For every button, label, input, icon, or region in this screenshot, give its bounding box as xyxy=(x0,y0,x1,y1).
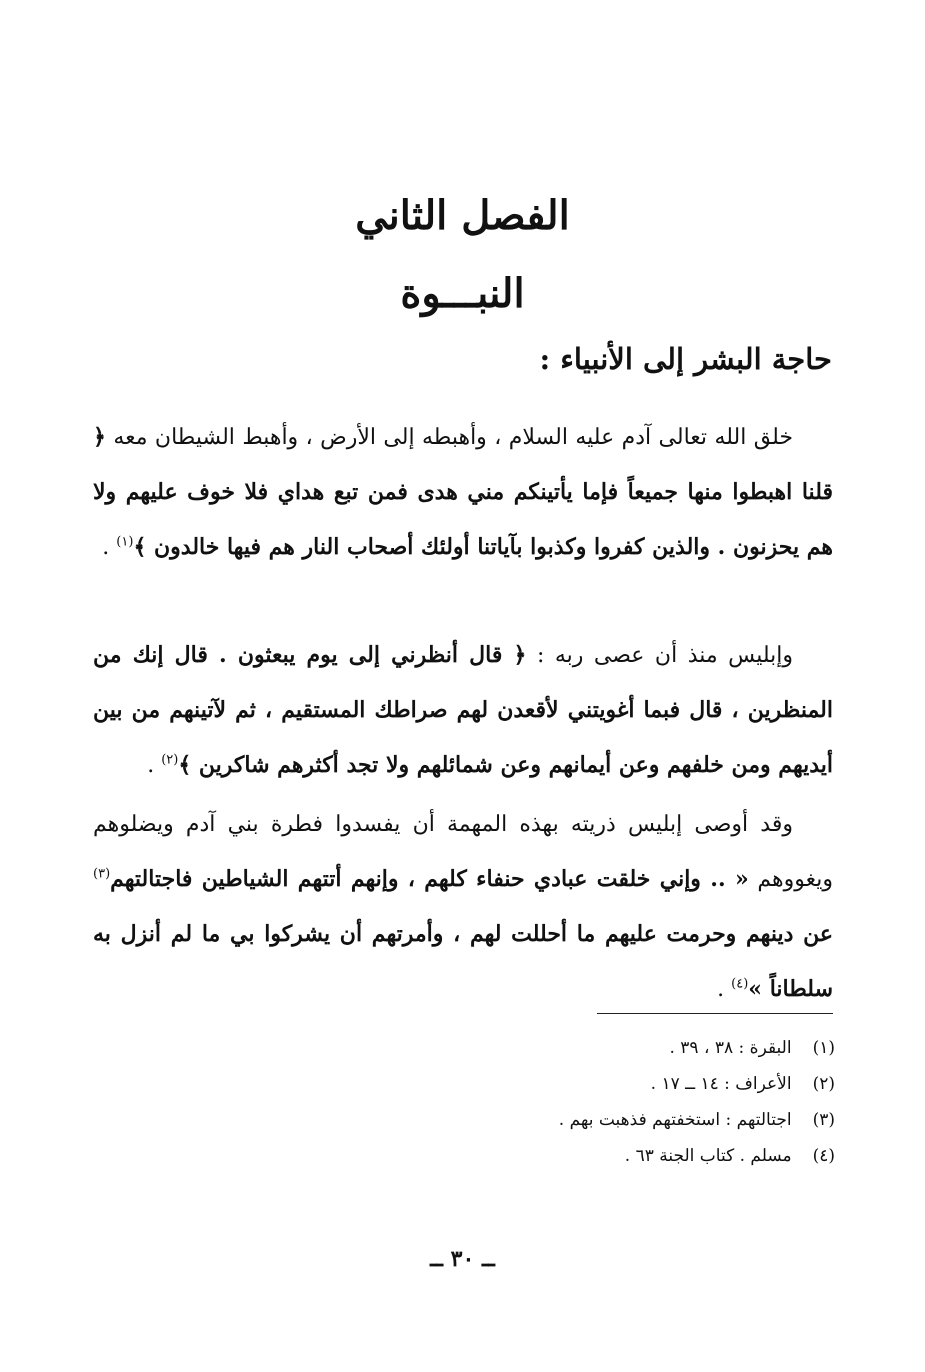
chapter-title: الفصل الثاني xyxy=(355,192,570,239)
paragraph-1-end: . xyxy=(102,535,117,560)
chapter-subtitle: النبـــوة xyxy=(400,270,525,317)
paragraph-3-end: . xyxy=(717,977,732,1002)
footnote-text: مسلم . كتاب الجنة ٦٣ . xyxy=(624,1146,792,1166)
paragraph-3-intro: وقد أوصى إبليس ذريته بهذه المهمة أن يفسدوا فطرة بني آدم ويضلوهم ويغووهم xyxy=(93,812,833,892)
paragraph-3 xyxy=(93,798,833,1017)
footnote-ref-3: (٣) xyxy=(93,866,111,882)
paragraph-2-intro: وإبليس منذ أن عصى ربه : xyxy=(536,643,793,668)
footnote-divider xyxy=(597,1013,833,1014)
section-heading: حاجة البشر إلى الأنبياء : xyxy=(539,342,832,376)
paragraph-1-quote: ﴿ قلنا اهبطوا منها جميعاً فإما يأتينكم مني هدى فمن تبع هداي فلا خوف عليهم ولا هم يحزنون . والذين كفروا وكذبوا بآياتنا أولئك أصحاب النار هم فيها خالدون ﴾ xyxy=(93,424,833,560)
paragraph-1-intro: خلق الله تعالى آدم عليه السلام ، وأهبطه إلى الأرض ، وأهبط الشيطان معه xyxy=(113,425,793,450)
paragraph-2-end: . xyxy=(147,753,162,778)
footnote-number: (١) xyxy=(812,1038,835,1058)
paragraph-3-quote-b: عن دينهم وحرمت عليهم ما أحللت لهم ، وأمرتهم أن يشركوا بي ما لم أنزل به سلطاناً » xyxy=(93,921,833,1002)
footnote-number: (٣) xyxy=(812,1110,835,1130)
footnote-1 xyxy=(515,1030,835,1066)
paragraph-3-quote-a: « .. وإني خلقت عبادي حنفاء كلهم ، وإنهم أتتهم الشياطين فاجتالتهم xyxy=(110,866,749,892)
footnote-text: اجتالتهم : استخفتهم فذهبت بهم . xyxy=(558,1110,792,1130)
footnote-4 xyxy=(515,1138,835,1174)
paragraph-2-quote: ﴿ قال أنظرني إلى يوم يبعثون . قال إنك من المنظرين ، قال فبما أغويتني لأقعدن لهم صراطك المستقيم ، ثم لآتينهم من بين أيديهم ومن خلفهم وعن أيمانهم وعن شمائلهم ولا تجد أكثرهم شاكرين ﴾ xyxy=(93,642,833,778)
footnote-ref-2: (٢) xyxy=(161,752,179,768)
paragraph-2 xyxy=(93,628,833,793)
page-number: ــ ٣٠ ــ xyxy=(430,1246,495,1272)
footnote-ref-1: (١) xyxy=(116,534,134,550)
footnote-number: (٢) xyxy=(812,1074,835,1094)
footnote-3 xyxy=(515,1102,835,1138)
footnote-2 xyxy=(515,1066,835,1102)
footnote-ref-4: (٤) xyxy=(731,976,749,992)
paragraph-1 xyxy=(93,410,833,575)
footnote-number: (٤) xyxy=(812,1146,835,1166)
footnote-text: الأعراف : ١٤ ــ ١٧ . xyxy=(650,1074,792,1094)
footnotes xyxy=(515,1030,835,1174)
footnote-text: البقرة : ٣٨ ، ٣٩ . xyxy=(669,1038,792,1058)
